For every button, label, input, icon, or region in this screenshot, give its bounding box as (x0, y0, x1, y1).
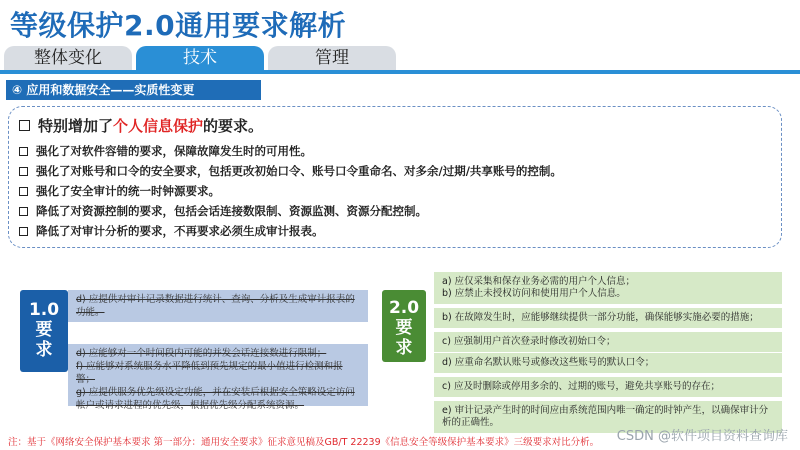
summary-point-text: 降低了对审计分析的要求，不再要求必须生成审计报表。 (36, 224, 324, 238)
checkbox-square-icon (19, 227, 28, 236)
version-number: 2.0 (388, 298, 420, 318)
watermark: CSDN @软件项目资料查询库 (616, 429, 788, 444)
new-requirement-text: d) 应重命名默认账号或修改这些账号的默认口令； (442, 357, 655, 368)
tab-management[interactable]: 管理 (268, 46, 396, 70)
version-2-0-label (382, 290, 426, 362)
summary-point (19, 201, 771, 221)
summary-point (19, 221, 771, 241)
summary-point-text: 降低了对资源控制的要求，包括会话连接数限制、资源监测、资源分配控制。 (36, 204, 427, 218)
version-number: 1.0 (28, 300, 60, 320)
version-label-char: 要 (395, 318, 413, 338)
checkbox-square-icon (19, 207, 28, 216)
old-requirement-line: g) 应提供服务优先级设定功能，并在安装后根据安全策略设定访问帐户或请求进程的优先级，根据优先级分配系统资源。 (76, 387, 355, 411)
summary-point (19, 141, 771, 161)
summary-panel (8, 106, 782, 248)
tab-overall-changes[interactable]: 整体变化 (4, 46, 132, 70)
summary-point-text: 强化了对账号和口令的安全要求，包括更改初始口令、账号口令重命名、对多余/过期/共享账号的控制。 (36, 164, 562, 178)
old-requirement-resources (68, 344, 368, 411)
summary-first-point (19, 115, 771, 136)
page-title: 等级保护2.0通用要求解析 (10, 9, 347, 42)
checkbox-square-icon (19, 167, 28, 176)
checkbox-square-icon (19, 147, 28, 156)
old-requirement-line: d) 应能够对一个时间段内可能的并发会话连接数进行限制； (76, 348, 327, 359)
version-label-char: 求 (35, 340, 53, 360)
old-requirement-line: f) 应能够对系统服务水平降低到预先规定的最小值进行检测和报警； (76, 361, 343, 385)
new-requirement-text: a) 应仅采集和保存业务必需的用户个人信息； b) 应禁止未授权访问和使用用户个人信息。 (442, 276, 636, 299)
version-label-char: 求 (395, 338, 413, 358)
new-requirement-text: e) 审计记录产生时的时间应由系统范围内唯一确定的时钟产生，以确保审计分析的正确性。 (442, 405, 769, 428)
first-point-suffix: 的要求。 (203, 117, 264, 135)
first-point-highlight: 个人信息保护 (113, 117, 204, 135)
tab-bar (0, 46, 800, 70)
summary-point-text: 强化了对软件容错的要求，保障故障发生时的可用性。 (36, 144, 312, 158)
new-requirement-account-cleanup (434, 377, 782, 397)
version-1-0-label (20, 290, 68, 372)
new-requirement-fault-tolerance (434, 308, 782, 328)
new-requirement-text: c) 应及时删除或停用多余的、过期的账号，避免共享账号的存在； (442, 381, 720, 392)
old-requirement-audit: d) 应提供对审计记录数据进行统计、查询、分析及生成审计报表的功能。 (68, 290, 368, 322)
new-requirement-text: b) 在故障发生时，应能够继续提供一部分功能，确保能够实施必要的措施； (442, 312, 759, 323)
version-label-char: 要 (35, 320, 53, 340)
first-point-prefix: 特别增加了 (38, 117, 114, 135)
summary-point (19, 181, 771, 201)
checkbox-square-icon (19, 187, 28, 196)
footnote: 注：基于《网络安全保护基本要求 第一部分：通用安全要求》征求意见稿及GB/T 22239《信息安全等级保护基本要求》三级要求对比分析。 (8, 437, 600, 448)
new-requirement-initial-password (434, 332, 782, 352)
section-heading: ④ 应用和数据安全——实质性变更 (6, 80, 261, 100)
summary-point-text: 强化了安全审计的统一时钟源要求。 (36, 184, 220, 198)
new-requirement-personal-info (434, 272, 782, 304)
checkbox-square-icon (19, 120, 30, 131)
new-requirement-text: c) 应强制用户首次登录时修改初始口令； (442, 336, 616, 347)
new-requirement-rename-account (434, 353, 782, 373)
summary-point (19, 161, 771, 181)
tab-divider (0, 70, 800, 74)
tab-technology[interactable]: 技术 (136, 46, 264, 70)
